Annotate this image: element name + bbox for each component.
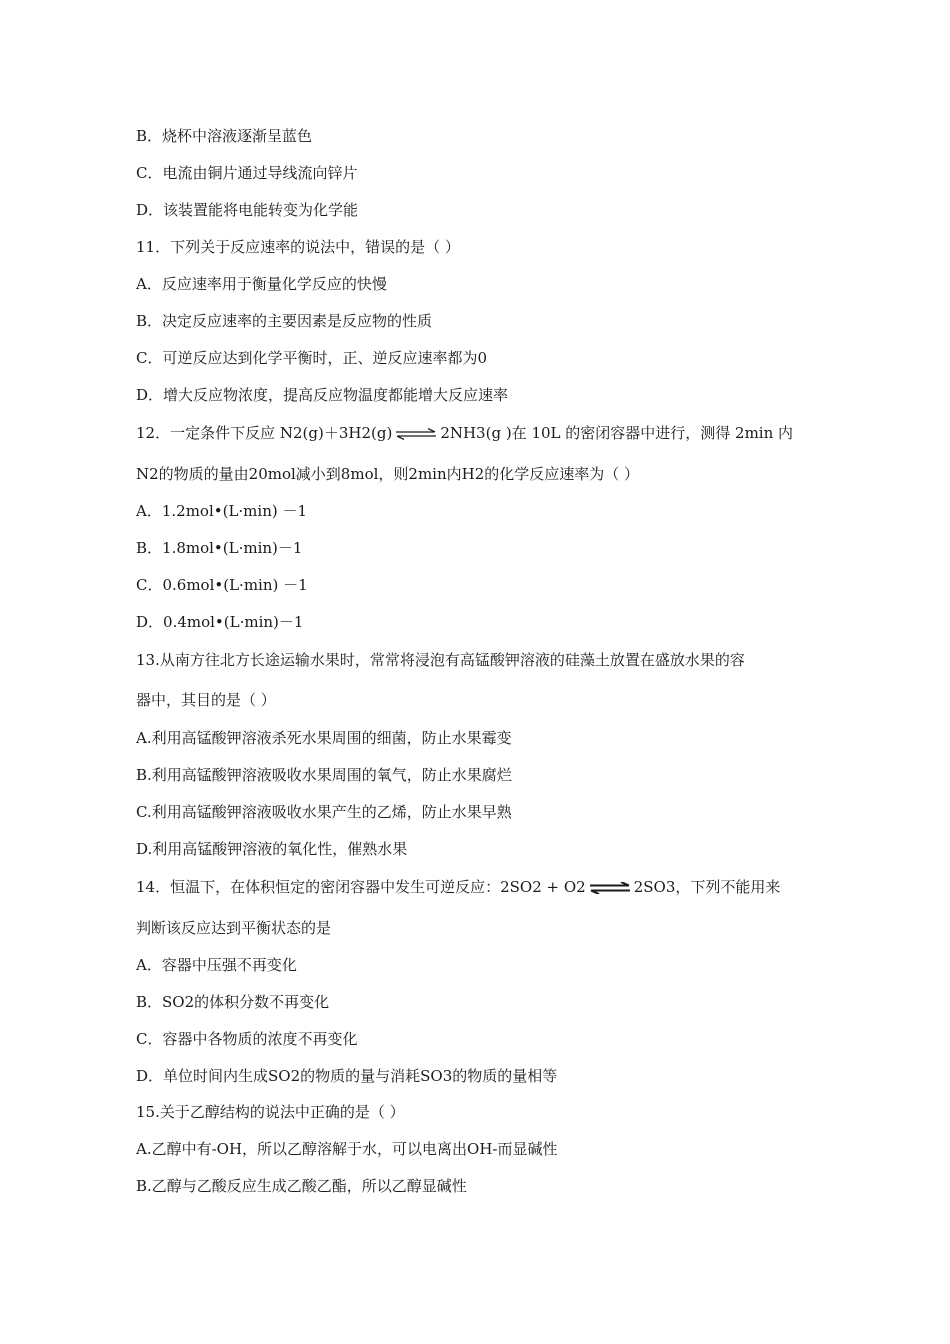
- q11-option-d: D．增大反应物浓度，提高反应物温度都能增大反应速率: [136, 386, 509, 404]
- q13-option-d: D.利用高锰酸钾溶液的氧化性，催熟水果: [136, 840, 408, 858]
- q11-stem: 11．下列关于反应速率的说法中，错误的是（ ）: [136, 238, 460, 256]
- q14-stem-suffix: 2SO3，下列不能用来: [633, 878, 781, 896]
- q13-option-c: C.利用高锰酸钾溶液吸收水果产生的乙烯，防止水果早熟: [136, 803, 512, 821]
- q15-option-a: A.乙醇中有-OH，所以乙醇溶解于水，可以电离出OH-而显碱性: [136, 1140, 558, 1158]
- reversible-arrow-icon: [588, 882, 632, 894]
- q10-option-d: D．该装置能将电能转变为化学能: [136, 201, 359, 219]
- q12-stem-line2: N2的物质的量由20mol减小到8mol，则2min内H2的化学反应速率为（ ）: [136, 465, 640, 483]
- equilibrium-arrow-icon: [394, 428, 438, 440]
- q14-option-a: A．容器中压强不再变化: [136, 956, 297, 974]
- q14-option-c: C．容器中各物质的浓度不再变化: [136, 1030, 358, 1048]
- q11-option-c: C．可逆反应达到化学平衡时，正、逆反应速率都为0: [136, 349, 488, 367]
- q12-stem-prefix: 12．一定条件下反应 N2(g)＋3H2(g): [136, 424, 393, 442]
- q13-stem-line2: 器中，其目的是（ ）: [136, 691, 276, 709]
- q15-stem: 15.关于乙醇结构的说法中正确的是（ ）: [136, 1103, 405, 1121]
- q13-option-b: B.利用高锰酸钾溶液吸收水果周围的氧气，防止水果腐烂: [136, 766, 512, 784]
- q14-option-d: D．单位时间内生成SO2的物质的量与消耗SO3的物质的量相等: [136, 1067, 558, 1085]
- q12-option-c: C．0.6mol•(L·min) －1: [136, 576, 308, 594]
- q14-stem-prefix: 14．恒温下，在体积恒定的密闭容器中发生可逆反应：2SO2 + O2: [136, 878, 586, 896]
- q13-option-a: A.利用高锰酸钾溶液杀死水果周围的细菌，防止水果霉变: [136, 729, 512, 747]
- q13-stem-line1: 13.从南方往北方长途运输水果时，常常将浸泡有高锰酸钾溶液的硅藻土放置在盛放水果的容: [136, 651, 745, 669]
- q10-option-b: B．烧杯中溶液逐渐呈蓝色: [136, 127, 313, 145]
- q14-option-b: B．SO2的体积分数不再变化: [136, 993, 330, 1011]
- q11-option-a: A．反应速率用于衡量化学反应的快慢: [136, 275, 387, 293]
- q12-option-a: A．1.2mol•(L·min) －1: [136, 502, 308, 520]
- q12-stem-line1: [136, 423, 793, 443]
- q11-option-b: B．决定反应速率的主要因素是反应物的性质: [136, 312, 433, 330]
- q14-stem-line2: 判断该反应达到平衡状态的是: [136, 919, 332, 937]
- q12-option-d: D．0.4mol•(L·min)－1: [136, 613, 304, 631]
- q10-option-c: C．电流由铜片通过导线流向锌片: [136, 164, 358, 182]
- q12-stem-suffix: 2NH3(g )在 10L 的密闭容器中进行，测得 2min 内: [440, 424, 794, 442]
- q12-option-b: B．1.8mol•(L·min)－1: [136, 539, 303, 557]
- q15-option-b: B.乙醇与乙酸反应生成乙酸乙酯，所以乙醇显碱性: [136, 1177, 467, 1195]
- q14-stem-line1: [136, 877, 780, 897]
